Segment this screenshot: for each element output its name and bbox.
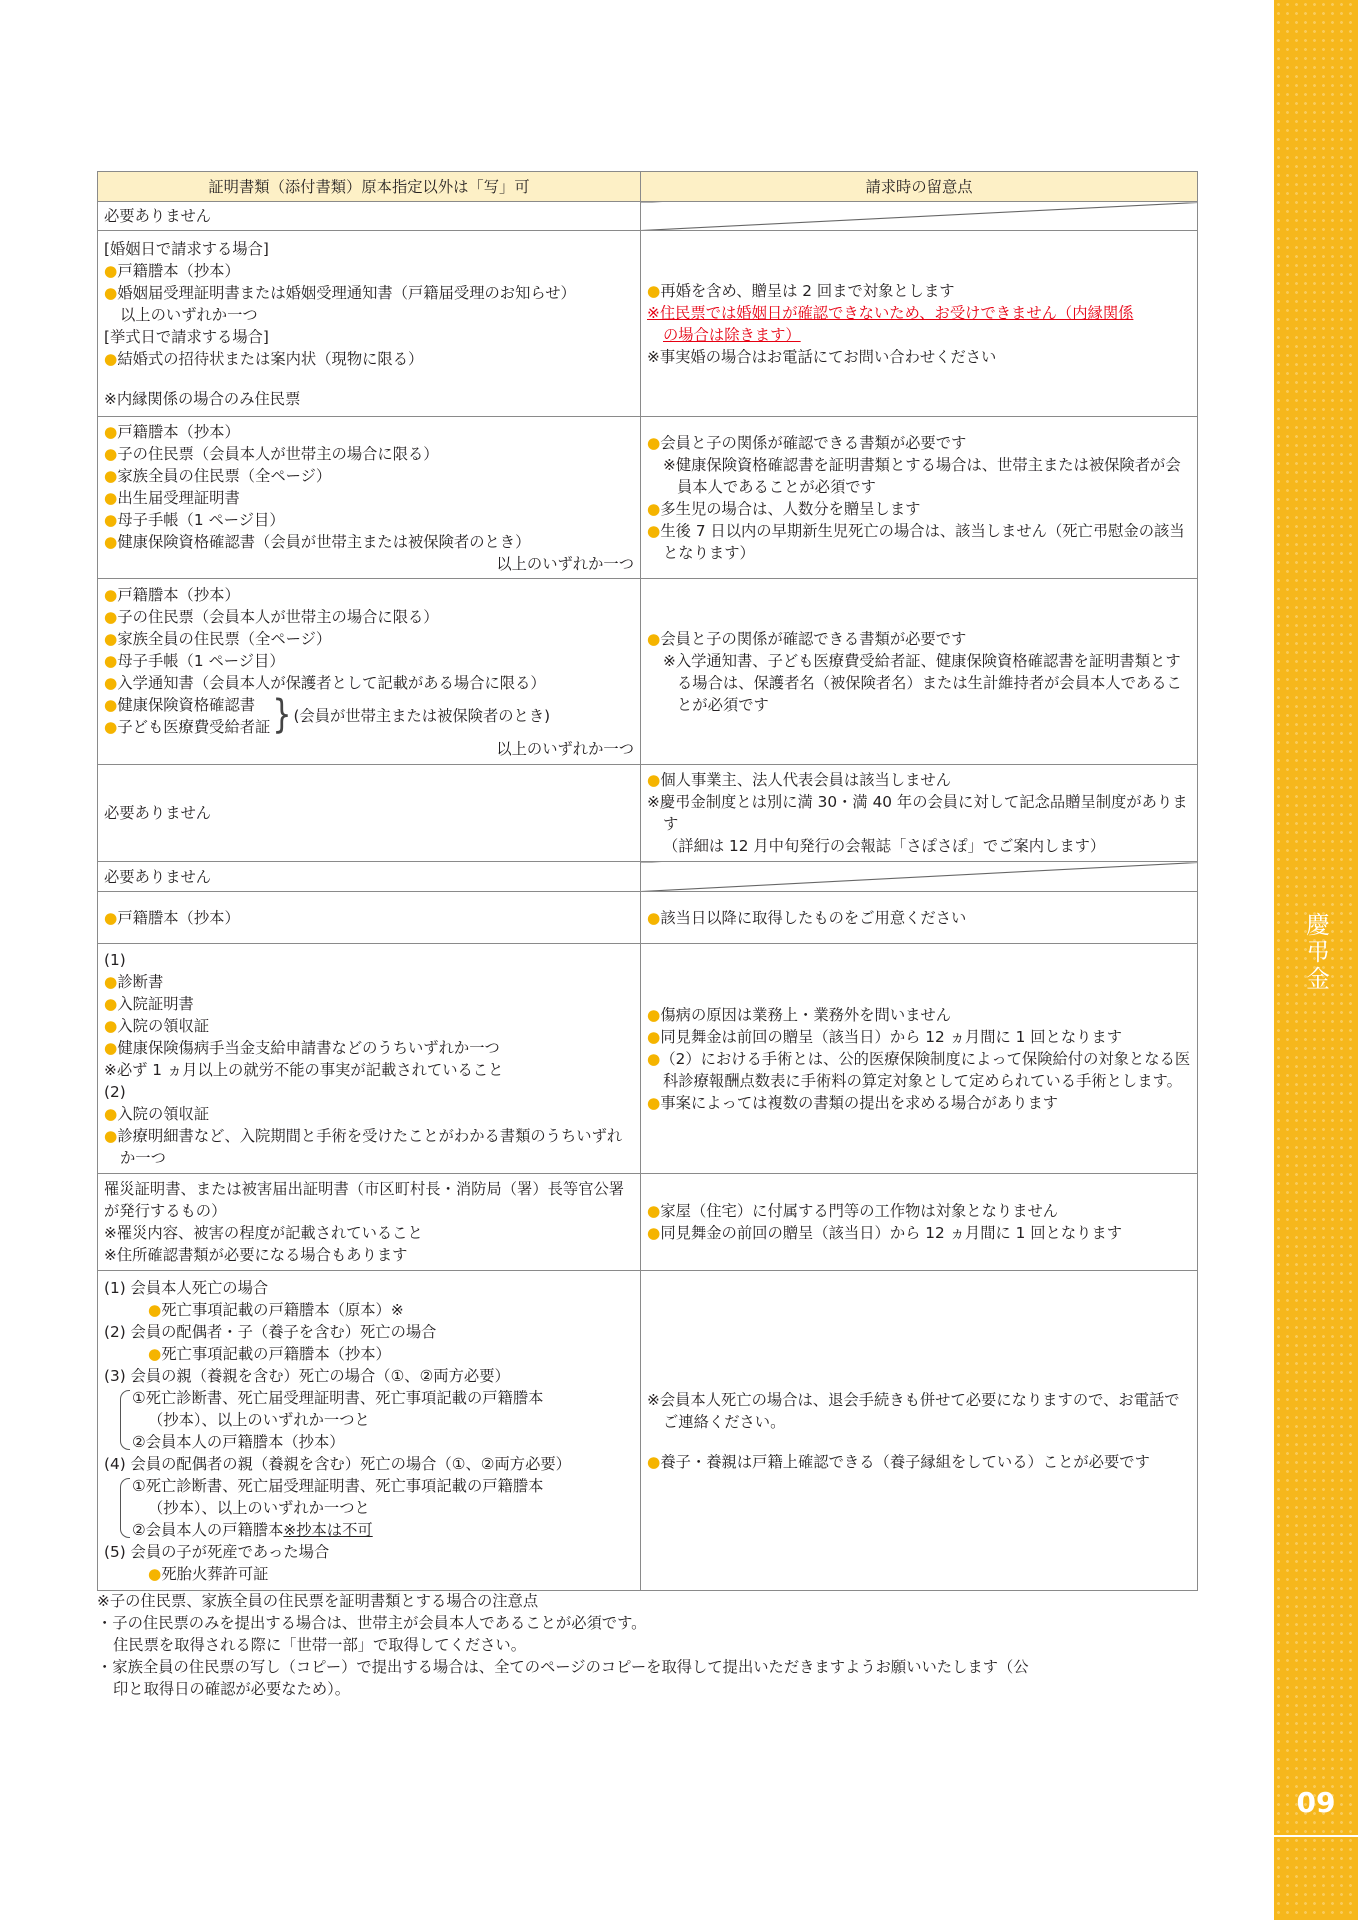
bullet-icon: ● (104, 510, 118, 529)
table-row (98, 579, 1198, 765)
header-notes: 請求時の留意点 (641, 172, 1198, 202)
footnotes: ※子の住民票、家族全員の住民票を証明書類とする場合の注意点 ・子の住民票のみを提出する場合は、世帯主が会員本人であることが必須です。 住民票を取得される際に「世帯一部」で取得してください。 ・家族全員の住民票の写し（コピー）で提出する場合は、全てのページのコピーを取得して提出いただきますようお願いいたします（公 印と取得日の確認が必要なため）。 (97, 1592, 1029, 1698)
paren-group: ①死亡診断書、死亡届受理証明書、死亡事項記載の戸籍謄本 （抄本）、以上のいずれか一つと ②会員本人の戸籍謄本※抄本は不可 (104, 1475, 634, 1541)
empty-cell (641, 862, 1198, 892)
notes-cell: ※会員本人死亡の場合は、退会手続きも併せて必要になりますので、お電話でご連絡ください。 ●養子・養親は戸籍上確認できる（養子縁組をしている）ことが必要です (641, 1271, 1198, 1591)
bullet-icon: ● (104, 1038, 118, 1057)
table-row (98, 417, 1198, 579)
table-row (98, 1174, 1198, 1271)
paren-group: ①死亡診断書、死亡届受理証明書、死亡事項記載の戸籍謄本 （抄本）、以上のいずれか一つと ②会員本人の戸籍謄本（抄本） (104, 1387, 634, 1453)
bullet-icon: ● (104, 261, 118, 280)
bullet-icon: ● (104, 908, 118, 927)
brace-group: ●健康保険資格確認書 ●子ども医療費受給者証 } (会員が世帯主または被保険者のとき) (104, 692, 551, 738)
bullet-icon: ● (104, 488, 118, 507)
bullet-icon: ● (148, 1344, 162, 1363)
bullet-icon: ● (148, 1564, 162, 1583)
table-row (98, 202, 1198, 231)
bullet-icon: ● (104, 349, 118, 368)
bullet-icon: ● (104, 972, 118, 991)
bullet-icon: ● (104, 422, 118, 441)
side-divider (1274, 1835, 1358, 1837)
bullet-icon: ● (104, 585, 118, 604)
bullet-icon: ● (647, 1452, 661, 1471)
notes-cell: ●該当日以降に取得したものをご用意ください (641, 892, 1198, 944)
page-number: 09 (1296, 1786, 1336, 1819)
notes-cell: ●個人事業主、法人代表会員は該当しません ※慶弔金制度とは別に満 30・満 40 年の会員に対して記念品贈呈制度があります （詳細は 12 月中旬発行の会報誌「さぽさぽ」でご案内します） (641, 765, 1198, 862)
documents-cell: ●戸籍謄本（抄本） ●子の住民票（会員本人が世帯主の場合に限る） ●家族全員の住民票（全ページ） ●母子手帳（1 ページ目） ●入学通知書（会員本人が保護者として記載がある場合に限る） ●健康保険資格確認書 ●子ども医療費受給者証 } (会員が世帯主または被保険者のとき) 以上のいずれか一つ (98, 579, 641, 765)
bullet-icon: ● (647, 629, 661, 648)
bullet-icon: ● (647, 771, 661, 789)
header-documents: 証明書類（添付書類）原本指定以外は「写」可 (98, 172, 641, 202)
bullet-icon: ● (647, 1202, 661, 1220)
bullet-icon: ● (647, 908, 661, 927)
left-paren-icon (120, 1478, 130, 1538)
documents-cell: 罹災証明書、または被害届出証明書（市区町村長・消防局（署）長等官公署が発行するもの） ※罹災内容、被害の程度が記載されていること ※住所確認書類が必要になる場合もあります (98, 1174, 641, 1271)
table-row (98, 944, 1198, 1174)
bullet-icon: ● (104, 1104, 118, 1123)
notes-cell: ●会員と子の関係が確認できる書類が必要です ※健康保険資格確認書を証明書類とする場合は、世帯主または被保険者が会員本人であることが必須です ●多生児の場合は、人数分を贈呈します ●生後 7 日以内の早期新生児死亡の場合は、該当しません（死亡弔慰金の該当となります） (641, 417, 1198, 579)
certificate-table (97, 171, 1198, 1591)
bullet-icon: ● (104, 607, 118, 626)
documents-cell: [婚姻日で請求する場合] ●戸籍謄本（抄本） ●婚姻届受理証明書または婚姻受理通知書（戸籍届受理のお知らせ） 以上のいずれか一つ [挙式日で請求する場合] ●結婚式の招待状または案内状（現物に限る） ※内縁関係の場合のみ住民票 (98, 231, 641, 417)
table-row (98, 862, 1198, 892)
documents-cell: (1) ●診断書 ●入院証明書 ●入院の領収証 ●健康保険傷病手当金支給申請書などのうちいずれか一つ ※必ず 1 ヵ月以上の就労不能の事実が記載されていること (2) ●入院の領収証 ●診療明細書など、入院期間と手術を受けたことがわかる書類のうちいずれか一つ (98, 944, 641, 1174)
bullet-icon: ● (647, 1049, 661, 1068)
bullet-icon: ● (104, 466, 118, 485)
bullet-icon: ● (104, 1016, 118, 1035)
bullet-icon: ● (647, 499, 661, 518)
empty-cell (641, 202, 1198, 231)
documents-cell: ●戸籍謄本（抄本） (98, 892, 641, 944)
table-row (98, 231, 1198, 417)
table-header-row (98, 172, 1198, 202)
bullet-icon: ● (104, 994, 118, 1013)
bullet-icon: ● (148, 1300, 162, 1319)
bullet-icon: ● (647, 1027, 661, 1046)
table-row (98, 892, 1198, 944)
bullet-icon: ● (647, 433, 661, 452)
bullet-icon: ● (647, 1005, 661, 1024)
bullet-icon: ● (104, 444, 118, 463)
bullet-icon: ● (647, 281, 661, 300)
table-row (98, 765, 1198, 862)
notes-cell: ●会員と子の関係が確認できる書類が必要です ※入学通知書、子ども医療費受給者証、健康保険資格確認書を証明書類とする場合は、保護者名（被保険者名）または生計維持者が会員本人であることが必須です (641, 579, 1198, 765)
bullet-icon: ● (104, 651, 118, 670)
bullet-icon: ● (647, 521, 661, 540)
notes-cell: ●家屋（住宅）に付属する門等の工作物は対象となりません ●同見舞金の前回の贈呈（該当日）から 12 ヵ月間に 1 回となります (641, 1174, 1198, 1271)
documents-cell: 必要ありません (98, 765, 641, 862)
documents-cell: (1) 会員本人死亡の場合 ●死亡事項記載の戸籍謄本（原本）※ (2) 会員の配偶者・子（養子を含む）死亡の場合 ●死亡事項記載の戸籍謄本（抄本） (3) 会員の親（養親を含む）死亡の場合（①、②両方必要） ①死亡診断書、死亡届受理証明書、死亡事項記載の戸籍謄本 （抄本）、以上のいずれか一つと ②会員本人の戸籍謄本（抄本） (4) 会員の配偶者の親（養親を含む）死亡の場合（①、②両方必要） ①死亡診断書、死亡届受理証明書、死亡事項記載の戸籍謄本 （抄本）、以上のいずれか一つと ②会員本人の戸籍謄本※抄本は不可 (5) 会員の子が死産であった場合 ●死胎火葬許可証 (98, 1271, 641, 1591)
right-brace-icon: } (272, 692, 292, 738)
bullet-icon: ● (104, 695, 118, 714)
left-paren-icon (120, 1390, 130, 1450)
documents-cell: ●戸籍謄本（抄本） ●子の住民票（会員本人が世帯主の場合に限る） ●家族全員の住民票（全ページ） ●出生届受理証明書 ●母子手帳（1 ページ目） ●健康保険資格確認書（会員が世帯主または被保険者のとき） 以上のいずれか一つ (98, 417, 641, 579)
bullet-icon: ● (104, 673, 118, 692)
documents-cell: 必要ありません (98, 202, 641, 231)
section-title: 慶弔金 (1301, 912, 1330, 993)
bullet-icon: ● (104, 532, 118, 551)
documents-cell: 必要ありません (98, 862, 641, 892)
table-row (98, 1271, 1198, 1591)
notes-cell: ●再婚を含め、贈呈は 2 回まで対象とします ※住民票では婚姻日が確認できないため、お受けできません（内縁関係 の場合は除きます） ※事実婚の場合はお電話にてお問い合わせください (641, 231, 1198, 417)
notes-cell: ●傷病の原因は業務上・業務外を問いません ●同見舞金は前回の贈呈（該当日）から 12 ヵ月間に 1 回となります ●（2）における手術とは、公的医療保険制度によって保険給付の対象となる医科診療報酬点数表に手術料の算定対象として定められている手術とします。 ●事案によっては複数の書類の提出を求める場合があります (641, 944, 1198, 1174)
bullet-icon: ● (104, 283, 118, 302)
bullet-icon: ● (647, 1093, 661, 1112)
bullet-icon: ● (647, 1224, 661, 1242)
bullet-icon: ● (104, 629, 118, 648)
bullet-icon: ● (104, 717, 118, 736)
bullet-icon: ● (104, 1126, 118, 1145)
